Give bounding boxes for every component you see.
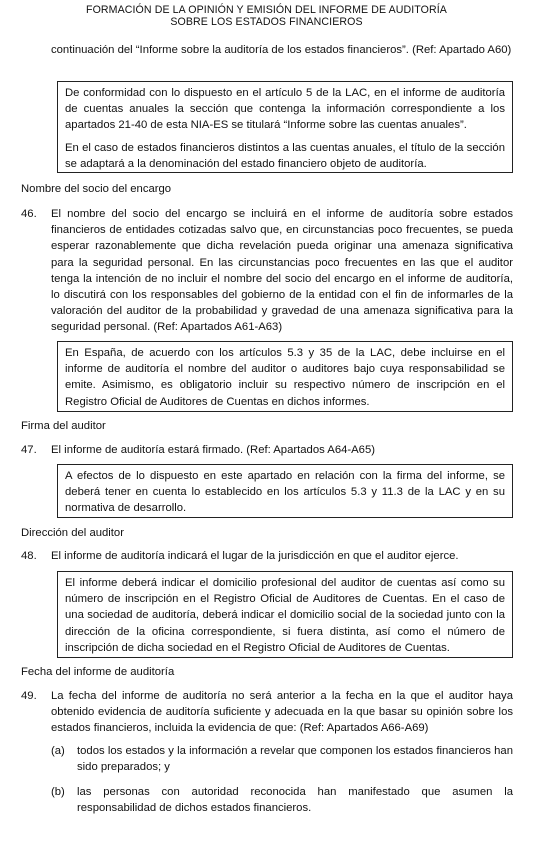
paragraph-number-48: 48. (21, 550, 37, 562)
box-48-text: El informe deberá indicar el domicilio profesional del auditor de cuentas así como su número de inscripción en el Registro Oficial de Auditores de Cuentas. En el caso de una sociedad de auditoría, deberá indicar el domicilio social de la sociedad junto con la dirección de la oficina correspondiente, si fuera distinta, así como el número de inscripción de dicha sociedad en el Registro Oficial de Auditores de Cuentas. (65, 577, 505, 654)
spain-note-box-48 (57, 571, 513, 658)
section-heading-fecha: Fecha del informe de auditoría (21, 666, 175, 678)
section-heading-direccion: Dirección del auditor (21, 527, 124, 539)
list-item-b: las personas con autoridad reconocida han manifestado que asumen la responsabilidad de dichos estados financieros. (77, 786, 513, 815)
list-item-label-b: (b) (51, 786, 65, 798)
intro-paragraph: continuación del “Informe sobre la auditoría de los estados financieros”. (Ref: Apartado A60) (51, 44, 512, 56)
spain-note-box-47 (57, 464, 513, 518)
running-header-line-2: SOBRE LOS ESTADOS FINANCIEROS (170, 16, 363, 28)
paragraph-47: El informe de auditoría estará firmado. (Ref: Apartados A64-A65) (51, 444, 376, 456)
paragraph-48: El informe de auditoría indicará el lugar de la jurisdicción en que el auditor ejerce. (51, 550, 459, 562)
list-item-label-a: (a) (51, 745, 65, 757)
running-header-line-1: FORMACIÓN DE LA OPINIÓN Y EMISIÓN DEL INFORME DE AUDITORÍA (86, 4, 447, 16)
paragraph-46: El nombre del socio del encargo se incluirá en el informe de auditoría sobre estados financieros de entidades cotizadas salvo que, en circunstancias poco frecuentes, se pueda esperar razonablemente que dicha revelación pueda originar una amenaza significativa para la seguridad personal. En las circunstancias poco frecuentes en las que el auditor tenga la intención de no incluir el nombre del socio del encargo en el informe de auditoría, lo discutirá con los responsables del gobierno de la entidad con el fin de informarles de la valoración del auditor de la probabilidad y gravedad de una amenaza significativa para la seguridad personal. (Ref: Apartados A61-A63) (51, 208, 513, 334)
paragraph-number-47: 47. (21, 444, 37, 456)
spain-note-box-46 (57, 341, 513, 412)
box1-paragraph-1: De conformidad con lo dispuesto en el artículo 5 de la LAC, en el informe de auditoría de cuentas anuales la sección que contenga la información correspondiente a los apartados 21-40 de esta NIA-ES se titulará “Informe sobre las cuentas anuales”. (65, 87, 505, 132)
box-47-text: A efectos de lo dispuesto en este apartado en relación con la firma del informe, se deberá tener en cuenta lo establecido en los artículos 5.3 y 11.3 de la LAC y en su normativa de desarrollo. (65, 470, 505, 515)
box1-paragraph-2: En el caso de estados financieros distintos a las cuentas anuales, el título de la sección se adaptará a la denominación del estado financiero objeto de auditoría. (65, 141, 505, 170)
spain-note-box-1 (57, 81, 513, 173)
paragraph-number-49: 49. (21, 690, 37, 702)
paragraph-number-46: 46. (21, 208, 37, 220)
box-46-text: En España, de acuerdo con los artículos 5.3 y 35 de la LAC, debe incluirse en el informe de auditoría el nombre del auditor o auditores bajo cuya responsabilidad se emite. Asimismo, es obligatorio incluir su respectivo número de inscripción en el Registro Oficial de Auditores de Cuentas en dichos informes. (65, 347, 505, 408)
section-heading-socio: Nombre del socio del encargo (21, 183, 172, 195)
section-heading-firma: Firma del auditor (21, 420, 106, 432)
list-item-a: todos los estados y la información a revelar que componen los estados financieros han sido preparados; y (77, 745, 513, 774)
paragraph-49: La fecha del informe de auditoría no será anterior a la fecha en la que el auditor haya obtenido evidencia de auditoría suficiente y adecuada en la que basar su opinión sobre los estados financieros, incluida la evidencia de que: (Ref: Apartados A66-A69) (51, 690, 513, 735)
